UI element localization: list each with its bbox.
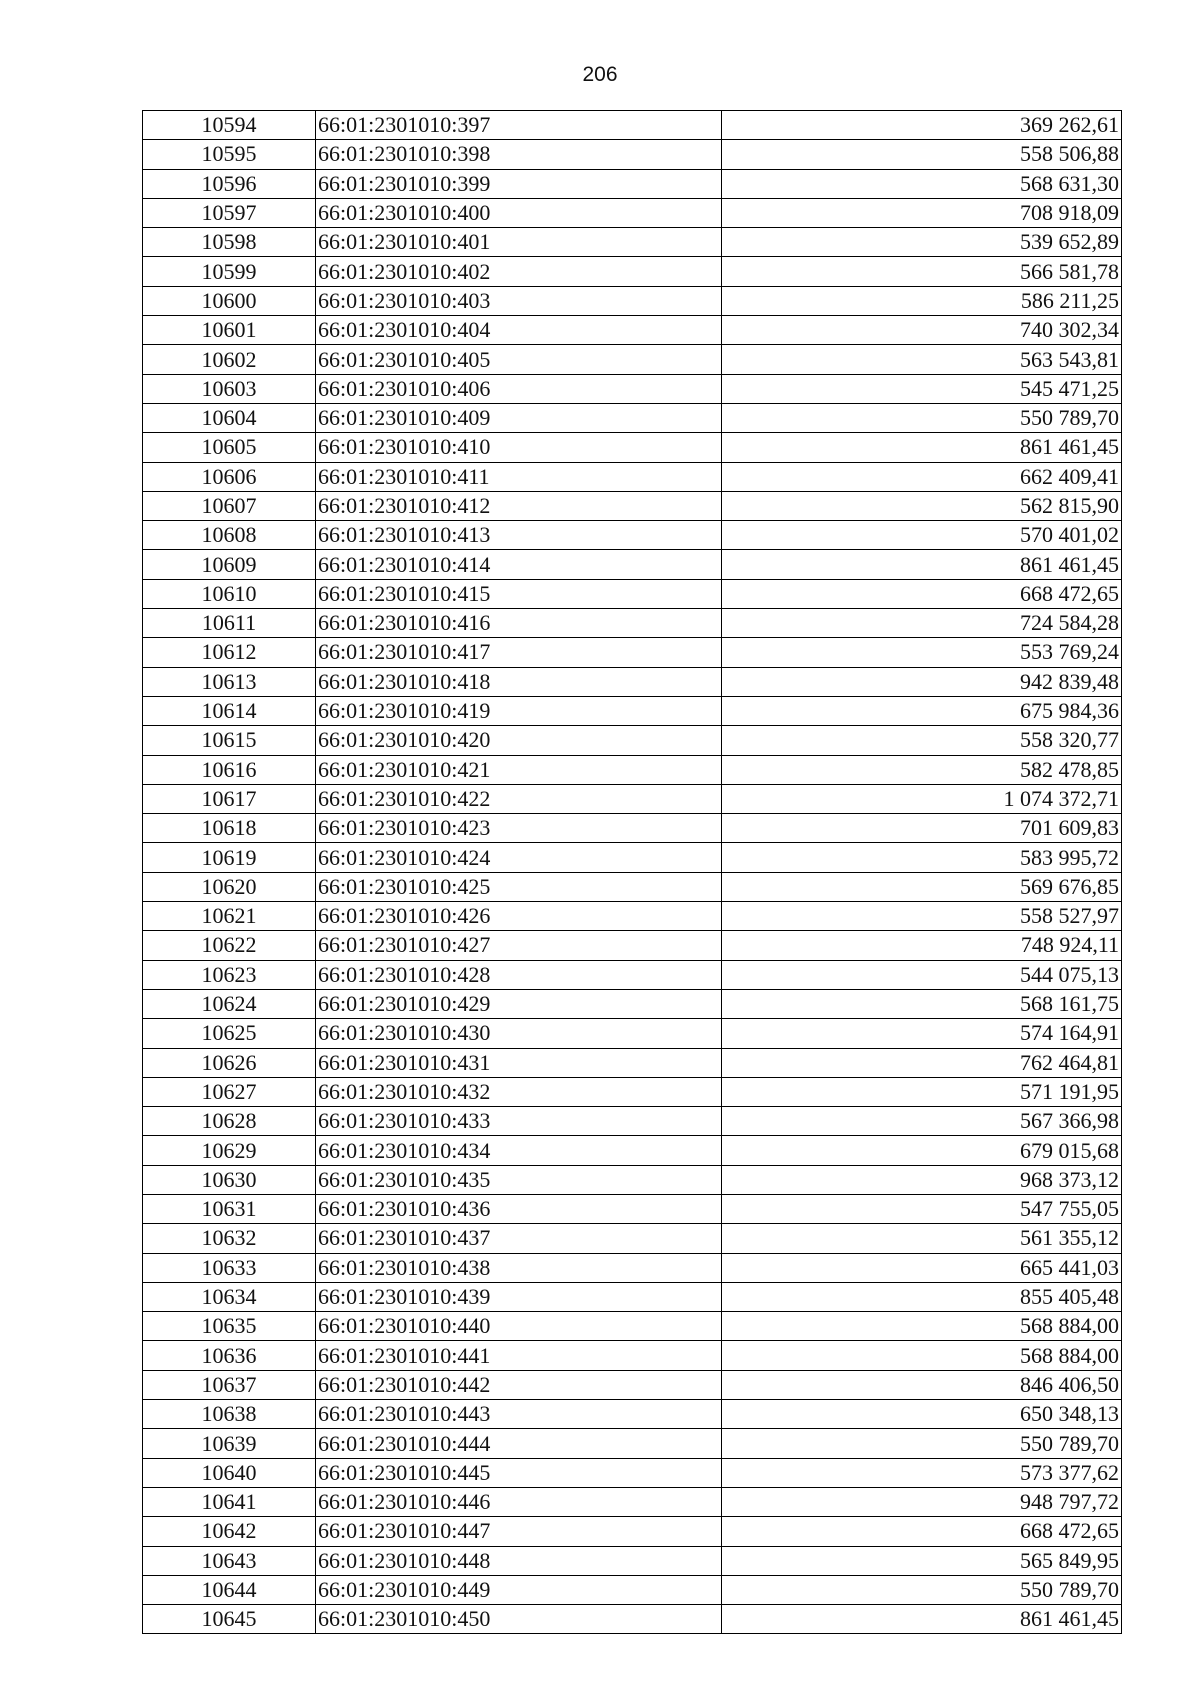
- row-number-cell: 10608: [143, 521, 316, 550]
- cadastral-number-cell: 66:01:2301010:442: [316, 1370, 722, 1399]
- table-row: [143, 1487, 1122, 1516]
- table-row: [143, 316, 1122, 345]
- cadastral-number-cell: 66:01:2301010:419: [316, 696, 722, 725]
- cadastral-number-cell: 66:01:2301010:416: [316, 609, 722, 638]
- cadastral-value-cell: 563 543,81: [722, 345, 1122, 374]
- cadastral-value-cell: 582 478,85: [722, 755, 1122, 784]
- cadastral-number-cell: 66:01:2301010:448: [316, 1546, 722, 1575]
- table-row: [143, 1341, 1122, 1370]
- cadastral-number-cell: 66:01:2301010:435: [316, 1165, 722, 1194]
- row-number-cell: 10619: [143, 843, 316, 872]
- cadastral-number-cell: 66:01:2301010:443: [316, 1400, 722, 1429]
- cadastral-number-cell: 66:01:2301010:433: [316, 1107, 722, 1136]
- table-row: [143, 286, 1122, 315]
- table-row: [143, 609, 1122, 638]
- row-number-cell: 10599: [143, 257, 316, 286]
- row-number-cell: 10611: [143, 609, 316, 638]
- cadastral-value-cell: 570 401,02: [722, 521, 1122, 550]
- cadastral-value-cell: 668 472,65: [722, 1517, 1122, 1546]
- cadastral-number-cell: 66:01:2301010:418: [316, 667, 722, 696]
- cadastral-value-cell: 942 839,48: [722, 667, 1122, 696]
- cadastral-value-cell: 861 461,45: [722, 1605, 1122, 1634]
- table-row: [143, 1312, 1122, 1341]
- row-number-cell: 10596: [143, 169, 316, 198]
- cadastral-value-cell: 861 461,45: [722, 433, 1122, 462]
- cadastral-value-cell: 573 377,62: [722, 1458, 1122, 1487]
- table-row: [143, 1253, 1122, 1282]
- cadastral-number-cell: 66:01:2301010:432: [316, 1077, 722, 1106]
- row-number-cell: 10625: [143, 1019, 316, 1048]
- row-number-cell: 10609: [143, 550, 316, 579]
- cadastral-value-cell: 665 441,03: [722, 1253, 1122, 1282]
- table-row: [143, 931, 1122, 960]
- cadastral-value-cell: 724 584,28: [722, 609, 1122, 638]
- cadastral-number-cell: 66:01:2301010:420: [316, 726, 722, 755]
- table-row: [143, 1165, 1122, 1194]
- row-number-cell: 10624: [143, 989, 316, 1018]
- cadastral-number-cell: 66:01:2301010:406: [316, 374, 722, 403]
- cadastral-number-cell: 66:01:2301010:402: [316, 257, 722, 286]
- cadastral-value-cell: 566 581,78: [722, 257, 1122, 286]
- cadastral-value-cell: 571 191,95: [722, 1077, 1122, 1106]
- table-row: [143, 1048, 1122, 1077]
- cadastral-value-cell: 679 015,68: [722, 1136, 1122, 1165]
- table-row: [143, 696, 1122, 725]
- cadastral-value-cell: 569 676,85: [722, 872, 1122, 901]
- cadastral-value-cell: 547 755,05: [722, 1194, 1122, 1223]
- cadastral-value-cell: 550 789,70: [722, 403, 1122, 432]
- cadastral-value-cell: 568 631,30: [722, 169, 1122, 198]
- cadastral-value-cell: 762 464,81: [722, 1048, 1122, 1077]
- table-row: [143, 1077, 1122, 1106]
- cadastral-value-cell: 968 373,12: [722, 1165, 1122, 1194]
- row-number-cell: 10607: [143, 491, 316, 520]
- table-row: [143, 902, 1122, 931]
- cadastral-value-cell: 550 789,70: [722, 1575, 1122, 1604]
- table-row: [143, 462, 1122, 491]
- table-row: [143, 550, 1122, 579]
- row-number-cell: 10637: [143, 1370, 316, 1399]
- page-number: 206: [582, 63, 618, 86]
- cadastral-value-cell: 748 924,11: [722, 931, 1122, 960]
- table-row: [143, 433, 1122, 462]
- row-number-cell: 10635: [143, 1312, 316, 1341]
- table-row: [143, 989, 1122, 1018]
- cadastral-number-cell: 66:01:2301010:424: [316, 843, 722, 872]
- cadastral-number-cell: 66:01:2301010:431: [316, 1048, 722, 1077]
- cadastral-number-cell: 66:01:2301010:428: [316, 960, 722, 989]
- cadastral-number-cell: 66:01:2301010:447: [316, 1517, 722, 1546]
- cadastral-number-cell: 66:01:2301010:411: [316, 462, 722, 491]
- row-number-cell: 10621: [143, 902, 316, 931]
- row-number-cell: 10612: [143, 638, 316, 667]
- table-row: [143, 814, 1122, 843]
- cadastral-number-cell: 66:01:2301010:422: [316, 784, 722, 813]
- row-number-cell: 10640: [143, 1458, 316, 1487]
- cadastral-number-cell: 66:01:2301010:440: [316, 1312, 722, 1341]
- table-row: [143, 169, 1122, 198]
- cadastral-number-cell: 66:01:2301010:403: [316, 286, 722, 315]
- row-number-cell: 10615: [143, 726, 316, 755]
- row-number-cell: 10626: [143, 1048, 316, 1077]
- cadastral-value-cell: 701 609,83: [722, 814, 1122, 843]
- table-row: [143, 140, 1122, 169]
- cadastral-value-cell: 662 409,41: [722, 462, 1122, 491]
- row-number-cell: 10634: [143, 1282, 316, 1311]
- row-number-cell: 10613: [143, 667, 316, 696]
- cadastral-value-cell: 544 075,13: [722, 960, 1122, 989]
- table-row: [143, 491, 1122, 520]
- cadastral-value-cell: 583 995,72: [722, 843, 1122, 872]
- row-number-cell: 10623: [143, 960, 316, 989]
- cadastral-number-cell: 66:01:2301010:399: [316, 169, 722, 198]
- table-row: [143, 667, 1122, 696]
- cadastral-number-cell: 66:01:2301010:404: [316, 316, 722, 345]
- cadastral-number-cell: 66:01:2301010:400: [316, 198, 722, 227]
- row-number-cell: 10628: [143, 1107, 316, 1136]
- row-number-cell: 10604: [143, 403, 316, 432]
- cadastral-value-cell: 675 984,36: [722, 696, 1122, 725]
- table-row: [143, 960, 1122, 989]
- cadastral-number-cell: 66:01:2301010:410: [316, 433, 722, 462]
- cadastral-value-cell: 1 074 372,71: [722, 784, 1122, 813]
- row-number-cell: 10627: [143, 1077, 316, 1106]
- cadastral-value-cell: 846 406,50: [722, 1370, 1122, 1399]
- row-number-cell: 10643: [143, 1546, 316, 1575]
- row-number-cell: 10638: [143, 1400, 316, 1429]
- table-row: [143, 345, 1122, 374]
- row-number-cell: 10594: [143, 111, 316, 140]
- row-number-cell: 10595: [143, 140, 316, 169]
- row-number-cell: 10602: [143, 345, 316, 374]
- table-row: [143, 198, 1122, 227]
- cadastral-value-cell: 553 769,24: [722, 638, 1122, 667]
- table-row: [143, 1400, 1122, 1429]
- table-row: [143, 1546, 1122, 1575]
- table-row: [143, 1224, 1122, 1253]
- table-row: [143, 1575, 1122, 1604]
- cadastral-value-cell: 574 164,91: [722, 1019, 1122, 1048]
- cadastral-number-cell: 66:01:2301010:413: [316, 521, 722, 550]
- cadastral-value-cell: 861 461,45: [722, 550, 1122, 579]
- cadastral-value-cell: 708 918,09: [722, 198, 1122, 227]
- row-number-cell: 10644: [143, 1575, 316, 1604]
- table-row: [143, 403, 1122, 432]
- cadastral-value-cell: 567 366,98: [722, 1107, 1122, 1136]
- row-number-cell: 10598: [143, 228, 316, 257]
- cadastral-number-cell: 66:01:2301010:441: [316, 1341, 722, 1370]
- cadastral-value-cell: 565 849,95: [722, 1546, 1122, 1575]
- cadastral-value-cell: 550 789,70: [722, 1429, 1122, 1458]
- cadastral-number-cell: 66:01:2301010:398: [316, 140, 722, 169]
- row-number-cell: 10606: [143, 462, 316, 491]
- cadastral-value-cell: 948 797,72: [722, 1487, 1122, 1516]
- row-number-cell: 10636: [143, 1341, 316, 1370]
- cadastral-value-cell: 568 884,00: [722, 1312, 1122, 1341]
- cadastral-value-cell: 545 471,25: [722, 374, 1122, 403]
- cadastral-value-cell: 558 320,77: [722, 726, 1122, 755]
- cadastral-value-cell: 586 211,25: [722, 286, 1122, 315]
- cadastral-number-cell: 66:01:2301010:425: [316, 872, 722, 901]
- cadastral-number-cell: 66:01:2301010:434: [316, 1136, 722, 1165]
- table-row: [143, 1136, 1122, 1165]
- row-number-cell: 10639: [143, 1429, 316, 1458]
- cadastral-number-cell: 66:01:2301010:446: [316, 1487, 722, 1516]
- cadastral-number-cell: 66:01:2301010:415: [316, 579, 722, 608]
- cadastral-number-cell: 66:01:2301010:445: [316, 1458, 722, 1487]
- cadastral-number-cell: 66:01:2301010:405: [316, 345, 722, 374]
- cadastral-number-cell: 66:01:2301010:449: [316, 1575, 722, 1604]
- cadastral-number-cell: 66:01:2301010:417: [316, 638, 722, 667]
- cadastral-number-cell: 66:01:2301010:401: [316, 228, 722, 257]
- table-row: [143, 1605, 1122, 1634]
- row-number-cell: 10641: [143, 1487, 316, 1516]
- cadastral-value-cell: 855 405,48: [722, 1282, 1122, 1311]
- row-number-cell: 10597: [143, 198, 316, 227]
- cadastral-number-cell: 66:01:2301010:421: [316, 755, 722, 784]
- row-number-cell: 10629: [143, 1136, 316, 1165]
- table-row: [143, 784, 1122, 813]
- row-number-cell: 10630: [143, 1165, 316, 1194]
- table-row: [143, 228, 1122, 257]
- row-number-cell: 10614: [143, 696, 316, 725]
- cadastral-number-cell: 66:01:2301010:427: [316, 931, 722, 960]
- cadastral-value-cell: 539 652,89: [722, 228, 1122, 257]
- row-number-cell: 10622: [143, 931, 316, 960]
- table-row: [143, 521, 1122, 550]
- row-number-cell: 10618: [143, 814, 316, 843]
- row-number-cell: 10605: [143, 433, 316, 462]
- row-number-cell: 10632: [143, 1224, 316, 1253]
- cadastral-value-cell: 568 884,00: [722, 1341, 1122, 1370]
- cadastral-number-cell: 66:01:2301010:429: [316, 989, 722, 1018]
- cadastral-number-cell: 66:01:2301010:412: [316, 491, 722, 520]
- row-number-cell: 10616: [143, 755, 316, 784]
- cadastral-number-cell: 66:01:2301010:423: [316, 814, 722, 843]
- table-body: [143, 111, 1122, 1634]
- cadastral-value-cell: 562 815,90: [722, 491, 1122, 520]
- table-row: [143, 755, 1122, 784]
- table-row: [143, 1370, 1122, 1399]
- table-row: [143, 111, 1122, 140]
- cadastral-number-cell: 66:01:2301010:430: [316, 1019, 722, 1048]
- table-row: [143, 1107, 1122, 1136]
- cadastral-value-cell: 369 262,61: [722, 111, 1122, 140]
- row-number-cell: 10631: [143, 1194, 316, 1223]
- table-row: [143, 1517, 1122, 1546]
- cadastral-number-cell: 66:01:2301010:437: [316, 1224, 722, 1253]
- cadastral-value-cell: 740 302,34: [722, 316, 1122, 345]
- cadastral-number-cell: 66:01:2301010:397: [316, 111, 722, 140]
- cadastral-number-cell: 66:01:2301010:414: [316, 550, 722, 579]
- cadastral-value-cell: 668 472,65: [722, 579, 1122, 608]
- row-number-cell: 10645: [143, 1605, 316, 1634]
- cadastral-number-cell: 66:01:2301010:409: [316, 403, 722, 432]
- row-number-cell: 10642: [143, 1517, 316, 1546]
- table-row: [143, 1194, 1122, 1223]
- row-number-cell: 10600: [143, 286, 316, 315]
- table-row: [143, 843, 1122, 872]
- table-row: [143, 1429, 1122, 1458]
- table-row: [143, 872, 1122, 901]
- cadastral-value-cell: 561 355,12: [722, 1224, 1122, 1253]
- cadastral-value-cell: 558 527,97: [722, 902, 1122, 931]
- table-row: [143, 726, 1122, 755]
- table-row: [143, 638, 1122, 667]
- cadastral-number-cell: 66:01:2301010:450: [316, 1605, 722, 1634]
- cadastral-number-cell: 66:01:2301010:444: [316, 1429, 722, 1458]
- row-number-cell: 10601: [143, 316, 316, 345]
- row-number-cell: 10603: [143, 374, 316, 403]
- cadastral-number-cell: 66:01:2301010:436: [316, 1194, 722, 1223]
- cadastral-number-cell: 66:01:2301010:438: [316, 1253, 722, 1282]
- table-row: [143, 1282, 1122, 1311]
- table-row: [143, 1019, 1122, 1048]
- row-number-cell: 10610: [143, 579, 316, 608]
- row-number-cell: 10617: [143, 784, 316, 813]
- table-row: [143, 257, 1122, 286]
- table-row: [143, 1458, 1122, 1487]
- cadastral-value-cell: 568 161,75: [722, 989, 1122, 1018]
- table-row: [143, 579, 1122, 608]
- cadastral-number-cell: 66:01:2301010:439: [316, 1282, 722, 1311]
- table-row: [143, 374, 1122, 403]
- row-number-cell: 10633: [143, 1253, 316, 1282]
- row-number-cell: 10620: [143, 872, 316, 901]
- cadastral-value-table: [142, 110, 1122, 1634]
- cadastral-value-cell: 558 506,88: [722, 140, 1122, 169]
- cadastral-number-cell: 66:01:2301010:426: [316, 902, 722, 931]
- cadastral-value-cell: 650 348,13: [722, 1400, 1122, 1429]
